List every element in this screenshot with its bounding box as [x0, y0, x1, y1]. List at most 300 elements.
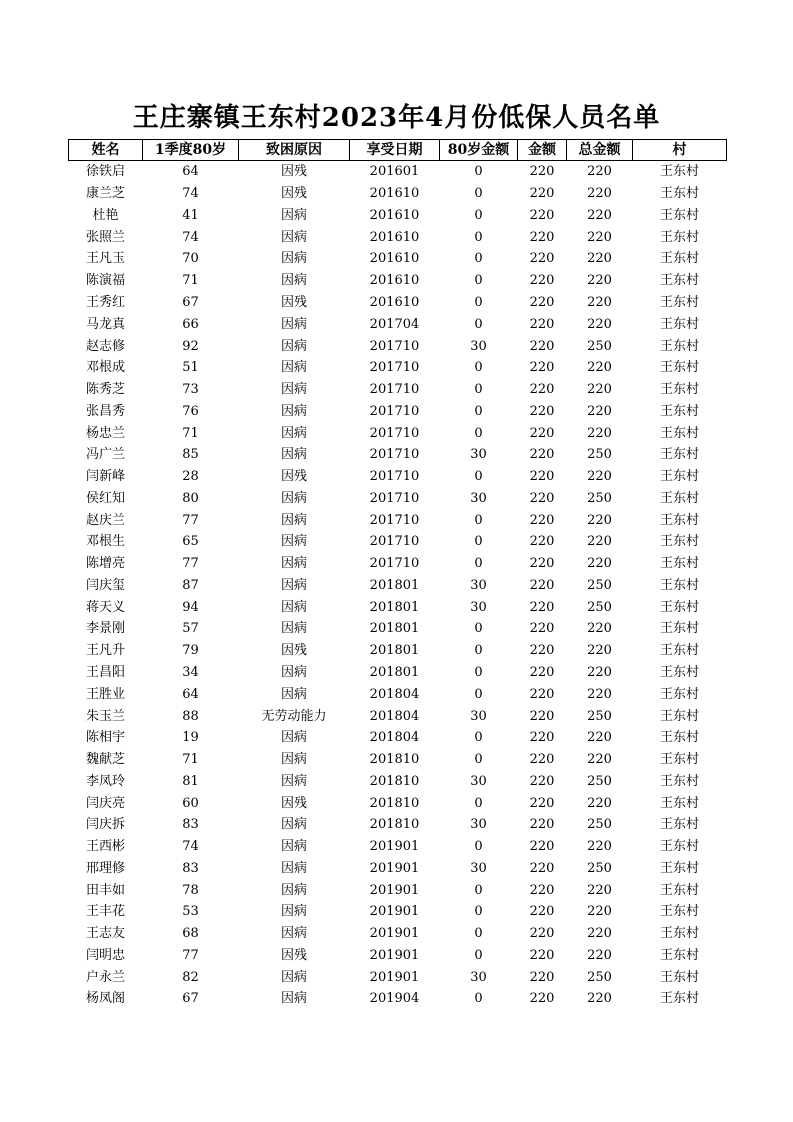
cell-name: 康兰芝	[85, 186, 125, 202]
table-row	[69, 858, 727, 880]
table-row	[69, 814, 727, 836]
table-row	[69, 292, 727, 314]
header-amount: 金额	[518, 140, 567, 161]
cell-extra: 0	[474, 904, 483, 920]
cell-age: 88	[182, 708, 199, 724]
cell-extra: 0	[474, 947, 483, 963]
cell-amount: 220	[529, 860, 555, 876]
cell-total: 220	[587, 643, 612, 659]
cell-name: 户永兰	[85, 969, 125, 985]
cell-name: 李景刚	[85, 621, 125, 637]
cell-village: 王东村	[659, 860, 699, 876]
cell-reason: 因残	[280, 795, 307, 811]
cell-extra: 0	[474, 251, 483, 267]
cell-total: 220	[587, 795, 612, 811]
cell-name: 陈增亮	[85, 556, 125, 572]
cell-date: 201810	[369, 752, 420, 768]
cell-reason: 因病	[280, 207, 307, 223]
header-q1-age: 1季度80岁	[143, 140, 239, 161]
cell-age: 83	[182, 817, 199, 833]
cell-date: 201610	[369, 273, 420, 289]
table-row	[69, 966, 727, 988]
cell-reason: 因病	[280, 730, 307, 746]
cell-name: 田丰如	[85, 882, 125, 898]
cell-reason: 因病	[280, 839, 307, 855]
cell-date: 201801	[369, 664, 420, 680]
cell-reason: 因病	[280, 338, 307, 354]
table-row	[69, 313, 727, 335]
table-row	[69, 400, 727, 422]
cell-age: 41	[182, 207, 199, 223]
cell-age: 65	[182, 534, 199, 550]
cell-date: 201710	[369, 447, 420, 463]
cell-village: 王东村	[659, 817, 699, 833]
cell-date: 201804	[369, 730, 420, 746]
cell-village: 王东村	[659, 207, 699, 223]
cell-reason: 因病	[280, 273, 307, 289]
cell-total: 250	[587, 773, 612, 789]
cell-name: 王凡升	[85, 643, 125, 659]
table-row	[69, 901, 727, 923]
header-80-amount: 80岁金额	[440, 140, 518, 161]
cell-reason: 因病	[280, 534, 307, 550]
cell-village: 王东村	[659, 447, 699, 463]
cell-extra: 30	[470, 338, 487, 354]
cell-total: 220	[587, 752, 612, 768]
cell-reason: 因病	[280, 490, 307, 506]
table-row	[69, 618, 727, 640]
cell-date: 201810	[369, 795, 420, 811]
cell-date: 201610	[369, 294, 420, 310]
cell-village: 王东村	[659, 186, 699, 202]
cell-extra: 0	[474, 664, 483, 680]
cell-village: 王东村	[659, 926, 699, 942]
cell-date: 201801	[369, 599, 420, 615]
cell-amount: 220	[529, 556, 555, 572]
cell-reason: 因病	[280, 599, 307, 615]
cell-extra: 0	[474, 621, 483, 637]
cell-village: 王东村	[659, 316, 699, 332]
cell-amount: 220	[529, 403, 555, 419]
cell-age: 82	[182, 969, 199, 985]
cell-total: 220	[587, 294, 612, 310]
cell-total: 220	[587, 991, 612, 1007]
cell-amount: 220	[529, 991, 555, 1007]
cell-date: 201710	[369, 490, 420, 506]
table-row	[69, 357, 727, 379]
cell-extra: 30	[470, 490, 487, 506]
table-row	[69, 466, 727, 488]
cell-reason: 因病	[280, 817, 307, 833]
header-reason: 致困原因	[239, 140, 350, 161]
header-name: 姓名	[69, 140, 143, 161]
cell-total: 250	[587, 490, 612, 506]
cell-village: 王东村	[659, 534, 699, 550]
cell-name: 闫庆拆	[85, 817, 125, 833]
cell-name: 杨凤阁	[85, 991, 125, 1007]
cell-village: 王东村	[659, 904, 699, 920]
cell-total: 220	[587, 926, 612, 942]
table-row	[69, 183, 727, 205]
cell-amount: 220	[529, 316, 555, 332]
cell-extra: 0	[474, 730, 483, 746]
cell-total: 220	[587, 556, 612, 572]
cell-age: 57	[182, 621, 199, 637]
cell-age: 60	[182, 795, 199, 811]
cell-amount: 220	[529, 382, 555, 398]
cell-village: 王东村	[659, 403, 699, 419]
cell-total: 220	[587, 947, 612, 963]
cell-date: 201904	[369, 991, 420, 1007]
cell-name: 张照兰	[85, 229, 125, 245]
cell-name: 赵志修	[85, 338, 125, 354]
cell-name: 陈相宇	[85, 730, 125, 746]
cell-name: 王昌阳	[85, 664, 125, 680]
table-row	[69, 945, 727, 967]
cell-amount: 220	[529, 273, 555, 289]
cell-age: 83	[182, 860, 199, 876]
cell-date: 201901	[369, 926, 420, 942]
cell-age: 71	[182, 425, 199, 441]
cell-amount: 220	[529, 599, 555, 615]
cell-total: 220	[587, 512, 612, 528]
cell-extra: 0	[474, 294, 483, 310]
table-row	[69, 531, 727, 553]
cell-extra: 30	[470, 773, 487, 789]
cell-name: 马龙真	[85, 316, 125, 332]
cell-amount: 220	[529, 447, 555, 463]
cell-date: 201710	[369, 425, 420, 441]
cell-village: 王东村	[659, 490, 699, 506]
cell-village: 王东村	[659, 512, 699, 528]
cell-village: 王东村	[659, 425, 699, 441]
cell-amount: 220	[529, 904, 555, 920]
table-row	[69, 836, 727, 858]
cell-reason: 因病	[280, 621, 307, 637]
cell-reason: 因病	[280, 447, 307, 463]
table-row	[69, 683, 727, 705]
cell-date: 201610	[369, 207, 420, 223]
cell-reason: 因病	[280, 425, 307, 441]
cell-total: 220	[587, 664, 612, 680]
table-row	[69, 161, 727, 183]
cell-total: 220	[587, 229, 612, 245]
cell-name: 陈演福	[85, 273, 125, 289]
cell-total: 220	[587, 882, 612, 898]
cell-total: 250	[587, 860, 612, 876]
cell-age: 74	[182, 839, 199, 855]
cell-date: 201710	[369, 338, 420, 354]
cell-amount: 220	[529, 251, 555, 267]
cell-date: 201901	[369, 947, 420, 963]
cell-date: 201804	[369, 686, 420, 702]
cell-date: 201801	[369, 577, 420, 593]
cell-village: 王东村	[659, 686, 699, 702]
cell-age: 70	[182, 251, 199, 267]
cell-amount: 220	[529, 730, 555, 746]
cell-village: 王东村	[659, 556, 699, 572]
cell-amount: 220	[529, 534, 555, 550]
cell-extra: 0	[474, 403, 483, 419]
cell-name: 陈秀芝	[85, 382, 125, 398]
cell-age: 74	[182, 186, 199, 202]
cell-extra: 0	[474, 164, 483, 180]
cell-village: 王东村	[659, 621, 699, 637]
cell-reason: 因病	[280, 860, 307, 876]
cell-age: 92	[182, 338, 199, 354]
cell-name: 闫新峰	[85, 469, 125, 485]
cell-date: 201901	[369, 882, 420, 898]
cell-date: 201710	[369, 382, 420, 398]
cell-reason: 因残	[280, 469, 307, 485]
cell-extra: 30	[470, 817, 487, 833]
cell-age: 77	[182, 947, 199, 963]
cell-village: 王东村	[659, 251, 699, 267]
cell-age: 68	[182, 926, 199, 942]
cell-extra: 0	[474, 795, 483, 811]
cell-name: 徐铁启	[85, 164, 125, 180]
cell-reason: 因病	[280, 251, 307, 267]
cell-age: 19	[182, 730, 199, 746]
cell-reason: 因病	[280, 904, 307, 920]
cell-village: 王东村	[659, 991, 699, 1007]
cell-name: 魏献芝	[85, 752, 125, 768]
cell-date: 201710	[369, 512, 420, 528]
cell-date: 201901	[369, 904, 420, 920]
table-row	[69, 727, 727, 749]
cell-age: 87	[182, 577, 199, 593]
cell-amount: 220	[529, 969, 555, 985]
cell-reason: 因病	[280, 991, 307, 1007]
cell-total: 220	[587, 621, 612, 637]
cell-date: 201610	[369, 251, 420, 267]
cell-name: 王秀红	[85, 294, 125, 310]
table-row	[69, 749, 727, 771]
cell-total: 220	[587, 186, 612, 202]
cell-amount: 220	[529, 207, 555, 223]
header-total: 总金额	[567, 140, 633, 161]
cell-name: 王胜业	[85, 686, 125, 702]
cell-amount: 220	[529, 752, 555, 768]
cell-age: 80	[182, 490, 199, 506]
cell-name: 闫明忠	[85, 947, 125, 963]
cell-total: 250	[587, 577, 612, 593]
cell-total: 250	[587, 338, 612, 354]
cell-amount: 220	[529, 795, 555, 811]
cell-extra: 0	[474, 926, 483, 942]
cell-name: 张昌秀	[85, 403, 125, 419]
cell-name: 闫庆亮	[85, 795, 125, 811]
table-row	[69, 509, 727, 531]
table-row	[69, 923, 727, 945]
cell-reason: 因病	[280, 752, 307, 768]
cell-total: 220	[587, 273, 612, 289]
cell-age: 73	[182, 382, 199, 398]
cell-reason: 因病	[280, 664, 307, 680]
cell-extra: 0	[474, 382, 483, 398]
table-row	[69, 640, 727, 662]
cell-age: 77	[182, 556, 199, 572]
cell-extra: 0	[474, 425, 483, 441]
cell-date: 201710	[369, 403, 420, 419]
cell-name: 王丰花	[85, 904, 125, 920]
cell-reason: 因病	[280, 773, 307, 789]
cell-village: 王东村	[659, 752, 699, 768]
cell-name: 侯红知	[85, 490, 125, 506]
cell-age: 94	[182, 599, 199, 615]
cell-extra: 30	[470, 708, 487, 724]
cell-village: 王东村	[659, 839, 699, 855]
table-header-row	[69, 140, 727, 161]
cell-date: 201710	[369, 360, 420, 376]
cell-reason: 因残	[280, 643, 307, 659]
cell-extra: 30	[470, 860, 487, 876]
cell-village: 王东村	[659, 229, 699, 245]
cell-total: 220	[587, 904, 612, 920]
table-row	[69, 270, 727, 292]
cell-age: 64	[182, 164, 199, 180]
cell-total: 220	[587, 403, 612, 419]
cell-village: 王东村	[659, 164, 699, 180]
table-row	[69, 335, 727, 357]
cell-extra: 0	[474, 752, 483, 768]
cell-amount: 220	[529, 294, 555, 310]
cell-reason: 因病	[280, 926, 307, 942]
cell-reason: 因残	[280, 164, 307, 180]
cell-total: 220	[587, 730, 612, 746]
cell-amount: 220	[529, 577, 555, 593]
cell-village: 王东村	[659, 664, 699, 680]
cell-name: 邓根成	[85, 360, 125, 376]
cell-village: 王东村	[659, 469, 699, 485]
table-row	[69, 379, 727, 401]
cell-date: 201810	[369, 773, 420, 789]
cell-date: 201610	[369, 186, 420, 202]
cell-amount: 220	[529, 621, 555, 637]
cell-date: 201710	[369, 469, 420, 485]
cell-reason: 因残	[280, 294, 307, 310]
cell-amount: 220	[529, 947, 555, 963]
cell-village: 王东村	[659, 708, 699, 724]
cell-extra: 0	[474, 469, 483, 485]
table-row	[69, 226, 727, 248]
cell-village: 王东村	[659, 795, 699, 811]
cell-amount: 220	[529, 229, 555, 245]
cell-age: 81	[182, 773, 199, 789]
cell-amount: 220	[529, 882, 555, 898]
cell-name: 邓根生	[85, 534, 125, 550]
cell-date: 201610	[369, 229, 420, 245]
table-row	[69, 444, 727, 466]
cell-name: 蒋天义	[85, 599, 125, 615]
cell-extra: 0	[474, 273, 483, 289]
cell-village: 王东村	[659, 599, 699, 615]
cell-extra: 0	[474, 229, 483, 245]
table-row	[69, 879, 727, 901]
cell-amount: 220	[529, 708, 555, 724]
cell-total: 220	[587, 360, 612, 376]
cell-total: 250	[587, 969, 612, 985]
cell-village: 王东村	[659, 882, 699, 898]
cell-total: 250	[587, 817, 612, 833]
cell-name: 赵庆兰	[85, 512, 125, 528]
cell-age: 67	[182, 991, 199, 1007]
cell-name: 王西彬	[85, 839, 125, 855]
cell-total: 220	[587, 251, 612, 267]
cell-age: 28	[182, 469, 199, 485]
cell-age: 85	[182, 447, 199, 463]
cell-extra: 0	[474, 186, 483, 202]
cell-date: 201601	[369, 164, 420, 180]
cell-extra: 0	[474, 643, 483, 659]
cell-village: 王东村	[659, 969, 699, 985]
cell-extra: 30	[470, 969, 487, 985]
table-row	[69, 575, 727, 597]
cell-name: 李凤玲	[85, 773, 125, 789]
cell-village: 王东村	[659, 382, 699, 398]
cell-reason: 因病	[280, 229, 307, 245]
cell-reason: 因病	[280, 360, 307, 376]
cell-extra: 0	[474, 534, 483, 550]
table-row	[69, 487, 727, 509]
cell-name: 闫庆玺	[85, 577, 125, 593]
cell-age: 51	[182, 360, 199, 376]
cell-reason: 因病	[280, 382, 307, 398]
cell-amount: 220	[529, 338, 555, 354]
cell-date: 201901	[369, 839, 420, 855]
cell-age: 53	[182, 904, 199, 920]
table-body	[69, 161, 727, 1010]
cell-amount: 220	[529, 839, 555, 855]
cell-amount: 220	[529, 643, 555, 659]
cell-date: 201901	[369, 969, 420, 985]
cell-total: 250	[587, 708, 612, 724]
cell-name: 王凡玉	[85, 251, 125, 267]
cell-amount: 220	[529, 425, 555, 441]
cell-age: 67	[182, 294, 199, 310]
cell-age: 76	[182, 403, 199, 419]
cell-total: 220	[587, 469, 612, 485]
cell-name: 杜艳	[92, 207, 119, 223]
cell-amount: 220	[529, 817, 555, 833]
cell-amount: 220	[529, 469, 555, 485]
cell-village: 王东村	[659, 773, 699, 789]
cell-total: 220	[587, 382, 612, 398]
cell-date: 201810	[369, 817, 420, 833]
table-row	[69, 248, 727, 270]
cell-name: 杨忠兰	[85, 425, 125, 441]
document-title: 王庄寨镇王东村2023年4月份低保人员名单	[132, 103, 661, 133]
cell-reason: 因病	[280, 969, 307, 985]
cell-age: 77	[182, 512, 199, 528]
cell-amount: 220	[529, 664, 555, 680]
cell-date: 201801	[369, 643, 420, 659]
cell-total: 220	[587, 686, 612, 702]
cell-extra: 0	[474, 991, 483, 1007]
table-row	[69, 770, 727, 792]
cell-amount: 220	[529, 773, 555, 789]
cell-reason: 因残	[280, 186, 307, 202]
cell-extra: 0	[474, 512, 483, 528]
cell-total: 220	[587, 207, 612, 223]
cell-age: 78	[182, 882, 199, 898]
cell-reason: 因病	[280, 882, 307, 898]
cell-extra: 0	[474, 686, 483, 702]
cell-village: 王东村	[659, 947, 699, 963]
cell-village: 王东村	[659, 294, 699, 310]
header-village: 村	[633, 140, 727, 161]
cell-date: 201801	[369, 621, 420, 637]
